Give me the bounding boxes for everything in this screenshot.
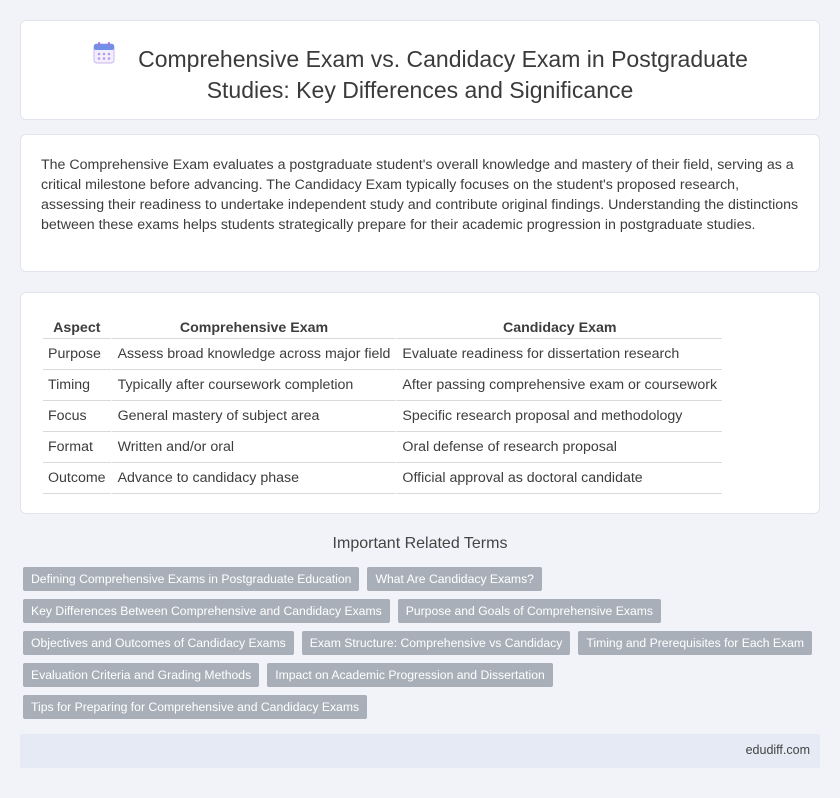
row-candidacy: Oral defense of research proposal: [395, 432, 722, 463]
footer: [20, 734, 820, 768]
header-comprehensive: Comprehensive Exam: [111, 315, 396, 339]
calendar-icon: [92, 41, 116, 72]
row-aspect: Format: [43, 432, 111, 463]
table-row: [43, 370, 722, 401]
row-comprehensive: General mastery of subject area: [111, 401, 396, 432]
comparison-table: [43, 315, 722, 494]
related-term-tag[interactable]: Objectives and Outcomes of Candidacy Exams: [23, 631, 294, 655]
table-row: [43, 339, 722, 370]
related-term-tag[interactable]: Evaluation Criteria and Grading Methods: [23, 663, 259, 687]
table-row: [43, 463, 722, 494]
intro-paragraph: The Comprehensive Exam evaluates a postgraduate student's overall knowledge and mastery of their field, serving as a critical milestone before advancing. The Candidacy Exam typically focuses on the student's proposed research, assessing their readiness to undertake independent study and contribute original findings. Understanding the distinctions between these exams helps students strategically prepare for their academic progression in postgraduate studies.: [41, 157, 799, 233]
table-header-row: [43, 315, 722, 339]
related-term-tag[interactable]: Purpose and Goals of Comprehensive Exams: [398, 599, 661, 623]
related-terms-list: [23, 567, 813, 727]
table-row: [43, 432, 722, 463]
row-comprehensive: Written and/or oral: [111, 432, 396, 463]
row-candidacy: After passing comprehensive exam or coursework: [395, 370, 722, 401]
related-term-tag[interactable]: Exam Structure: Comprehensive vs Candidacy: [302, 631, 571, 655]
related-term-tag[interactable]: Timing and Prerequisites for Each Exam: [578, 631, 812, 655]
row-aspect: Outcome: [43, 463, 111, 494]
row-comprehensive: Assess broad knowledge across major field: [111, 339, 396, 370]
table-row: [43, 401, 722, 432]
row-comprehensive: Advance to candidacy phase: [111, 463, 396, 494]
title-card: [20, 20, 820, 120]
footer-site-link[interactable]: edudiff.com: [745, 743, 810, 757]
related-term-tag[interactable]: What Are Candidacy Exams?: [367, 567, 542, 591]
page-title: [21, 45, 819, 105]
row-comprehensive: Typically after coursework completion: [111, 370, 396, 401]
title-line-2: Studies: Key Differences and Significance: [206, 77, 634, 104]
row-aspect: Focus: [43, 401, 111, 432]
related-term-tag[interactable]: Key Differences Between Comprehensive and Candidacy Exams: [23, 599, 390, 623]
related-term-tag[interactable]: Tips for Preparing for Comprehensive and Candidacy Exams: [23, 695, 367, 719]
row-aspect: Purpose: [43, 339, 111, 370]
row-candidacy: Evaluate readiness for dissertation research: [395, 339, 722, 370]
related-term-tag[interactable]: Impact on Academic Progression and Dissertation: [267, 663, 553, 687]
header-aspect: Aspect: [43, 315, 111, 339]
intro-card: [20, 134, 820, 272]
header-candidacy: Candidacy Exam: [395, 315, 722, 339]
related-terms-heading: Important Related Terms: [332, 535, 508, 552]
row-candidacy: Official approval as doctoral candidate: [395, 463, 722, 494]
related-term-tag[interactable]: Defining Comprehensive Exams in Postgraduate Education: [23, 567, 359, 591]
row-aspect: Timing: [43, 370, 111, 401]
title-line-1: Comprehensive Exam vs. Candidacy Exam in Postgraduate: [138, 46, 748, 72]
row-candidacy: Specific research proposal and methodology: [395, 401, 722, 432]
comparison-card: [20, 292, 820, 514]
